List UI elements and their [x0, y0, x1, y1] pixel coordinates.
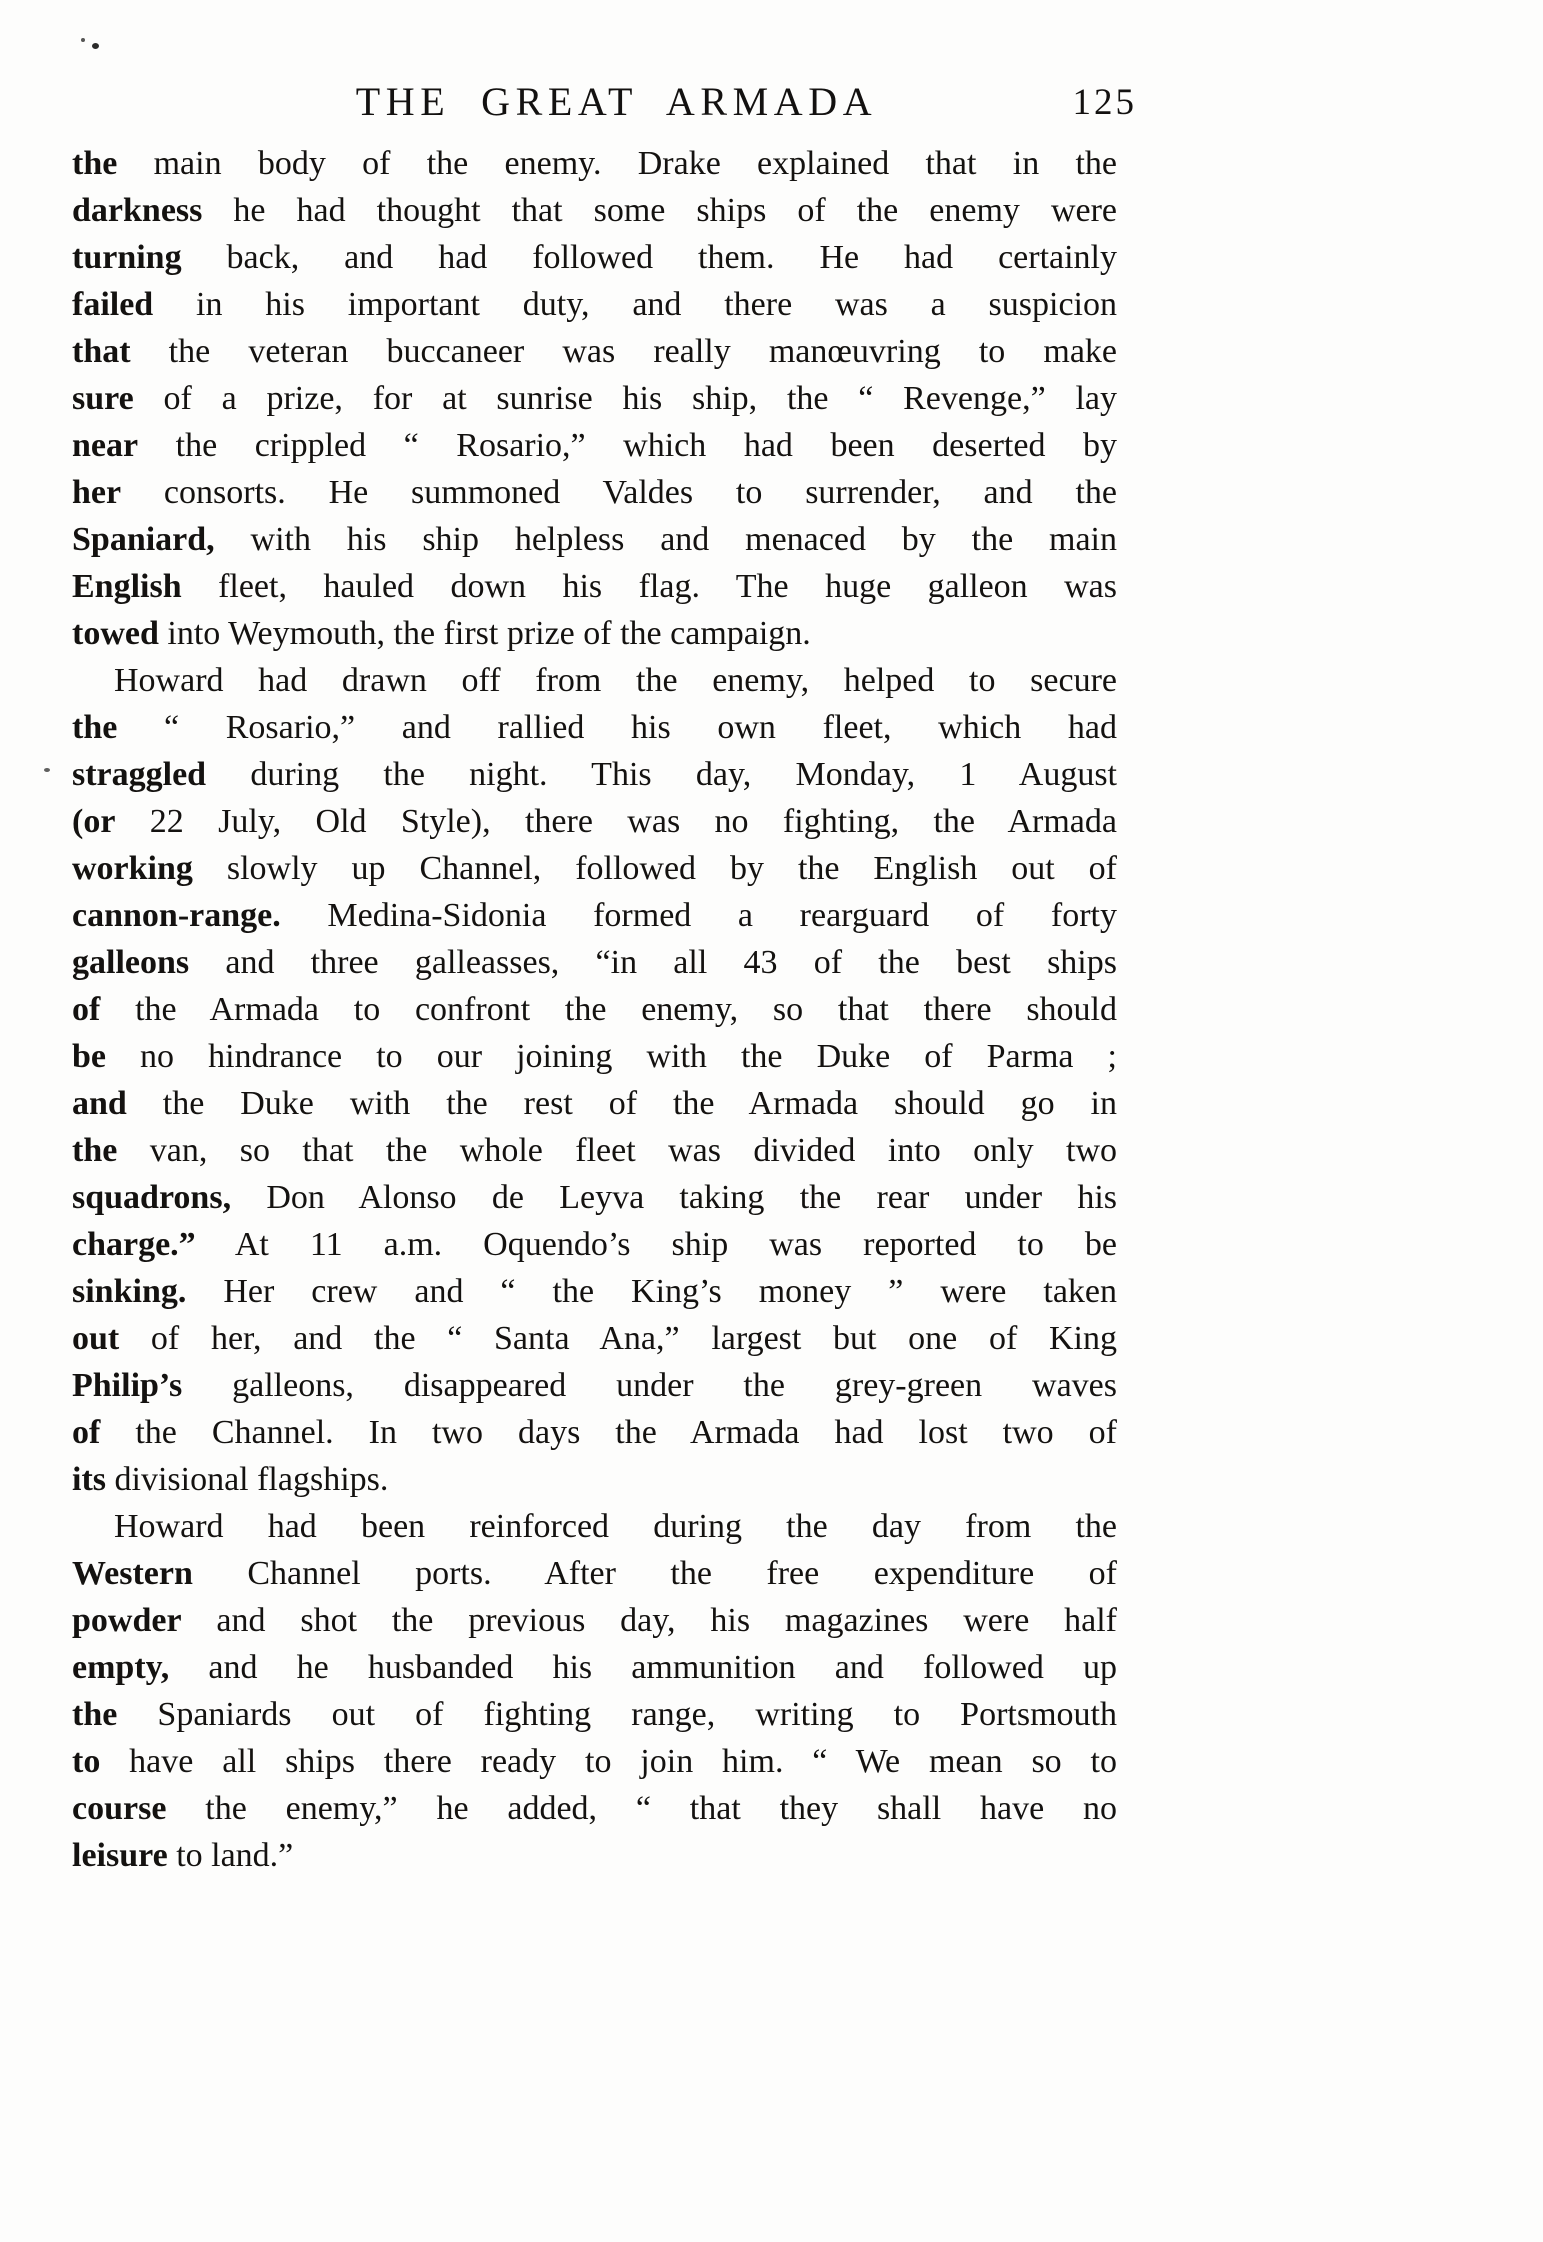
- text-line: working slowly up Channel, followed by the English out of: [72, 850, 1117, 887]
- text-line: sinking. Her crew and “ the King’s money ” were taken: [72, 1273, 1117, 1310]
- page-number: 125: [1072, 82, 1137, 123]
- text-line: the van, so that the whole fleet was divided into only two: [72, 1132, 1117, 1169]
- text-line: that the veteran buccaneer was really manœuvring to make: [72, 333, 1117, 370]
- text-line: near the crippled “ Rosario,” which had been deserted by: [72, 427, 1117, 464]
- paragraph: [72, 657, 1117, 1503]
- edge-darkened-word: its: [72, 1461, 106, 1498]
- text-line: and the Duke with the rest of the Armada should go in: [72, 1085, 1117, 1122]
- edge-darkened-word: be: [72, 1038, 106, 1075]
- edge-darkened-word: failed: [72, 286, 154, 323]
- text-line: galleons and three galleasses, “in all 43 of the best ships: [72, 944, 1117, 981]
- text-line: the main body of the enemy. Drake explained that in the: [72, 145, 1117, 182]
- text-line: turning back, and had followed them. He had certainly: [72, 239, 1117, 276]
- edge-darkened-word: near: [72, 427, 139, 464]
- text-line: out of her, and the “ Santa Ana,” largest but one of King: [72, 1320, 1117, 1357]
- edge-darkened-word: the: [72, 1696, 118, 1733]
- text-line: squadrons, Don Alonso de Leyva taking the rear under his: [72, 1179, 1117, 1216]
- ink-speck: [92, 43, 99, 49]
- edge-darkened-word: sure: [72, 380, 134, 417]
- text-line: her consorts. He summoned Valdes to surrender, and the: [72, 474, 1117, 511]
- page-text: [72, 140, 1117, 1879]
- edge-darkened-word: empty,: [72, 1649, 170, 1686]
- edge-darkened-word: charge.”: [72, 1226, 196, 1263]
- edge-darkened-word: sinking.: [72, 1273, 187, 1310]
- edge-darkened-word: leisure: [72, 1837, 168, 1874]
- text-line: towed into Weymouth, the first prize of the campaign.: [72, 615, 811, 652]
- edge-darkened-word: English: [72, 568, 182, 605]
- edge-darkened-word: of: [72, 1414, 101, 1451]
- text-line: Howard had been reinforced during the day from the: [114, 1508, 1117, 1545]
- text-line: cannon-range. Medina-Sidonia formed a rearguard of forty: [72, 897, 1117, 934]
- edge-darkened-word: straggled: [72, 756, 207, 793]
- edge-darkened-word: and: [72, 1085, 127, 1122]
- text-line: the “ Rosario,” and rallied his own fleet, which had: [72, 709, 1117, 746]
- edge-darkened-word: course: [72, 1790, 167, 1827]
- edge-darkened-word: her: [72, 474, 122, 511]
- text-line: straggled during the night. This day, Monday, 1 August: [72, 756, 1117, 793]
- ink-speck: [81, 38, 85, 42]
- paragraph: [72, 1503, 1117, 1879]
- edge-darkened-word: (or: [72, 803, 116, 840]
- edge-darkened-word: the: [72, 145, 118, 182]
- text-line: empty, and he husbanded his ammunition and followed up: [72, 1649, 1117, 1686]
- edge-darkened-word: the: [72, 1132, 118, 1169]
- text-line: to have all ships there ready to join him. “ We mean so to: [72, 1743, 1117, 1780]
- edge-darkened-word: Spaniard,: [72, 521, 215, 558]
- text-line: the Spaniards out of fighting range, writing to Portsmouth: [72, 1696, 1117, 1733]
- edge-darkened-word: darkness: [72, 192, 203, 229]
- text-line: darkness he had thought that some ships of the enemy were: [72, 192, 1117, 229]
- edge-darkened-word: turning: [72, 239, 182, 276]
- text-line: of the Armada to confront the enemy, so that there should: [72, 991, 1117, 1028]
- edge-darkened-word: cannon-range.: [72, 897, 281, 934]
- text-line: Philip’s galleons, disappeared under the grey-green waves: [72, 1367, 1117, 1404]
- edge-darkened-word: galleons: [72, 944, 190, 981]
- text-line: of the Channel. In two days the Armada had lost two of: [72, 1414, 1117, 1451]
- edge-darkened-word: to: [72, 1743, 101, 1780]
- edge-darkened-word: powder: [72, 1602, 182, 1639]
- paragraph: [72, 140, 1117, 657]
- edge-darkened-word: of: [72, 991, 101, 1028]
- running-header-title: THE GREAT ARMADA: [355, 79, 878, 124]
- text-line: be no hindrance to our joining with the Duke of Parma ;: [72, 1038, 1117, 1075]
- text-line: English fleet, hauled down his flag. The huge galleon was: [72, 568, 1117, 605]
- text-line: leisure to land.”: [72, 1837, 294, 1874]
- text-line: charge.” At 11 a.m. Oquendo’s ship was reported to be: [72, 1226, 1117, 1263]
- edge-darkened-word: working: [72, 850, 193, 887]
- edge-darkened-word: Western: [72, 1555, 193, 1592]
- text-line: Spaniard, with his ship helpless and menaced by the main: [72, 521, 1117, 558]
- text-line: its divisional flagships.: [72, 1461, 389, 1498]
- ink-speck: [44, 768, 50, 772]
- text-line: Howard had drawn off from the enemy, helped to secure: [114, 662, 1117, 699]
- text-line: sure of a prize, for at sunrise his ship, the “ Revenge,” lay: [72, 380, 1117, 417]
- text-line: powder and shot the previous day, his magazines were half: [72, 1602, 1117, 1639]
- text-line: (or 22 July, Old Style), there was no fighting, the Armada: [72, 803, 1117, 840]
- text-line: Western Channel ports. After the free expenditure of: [72, 1555, 1117, 1592]
- text-line: failed in his important duty, and there was a suspicion: [72, 286, 1117, 323]
- edge-darkened-word: Philip’s: [72, 1367, 183, 1404]
- edge-darkened-word: squadrons,: [72, 1179, 232, 1216]
- edge-darkened-word: the: [72, 709, 118, 746]
- edge-darkened-word: that: [72, 333, 131, 370]
- running-header: [72, 78, 1135, 124]
- edge-darkened-word: out: [72, 1320, 120, 1357]
- edge-darkened-word: towed: [72, 615, 159, 652]
- text-line: course the enemy,” he added, “ that they shall have no: [72, 1790, 1117, 1827]
